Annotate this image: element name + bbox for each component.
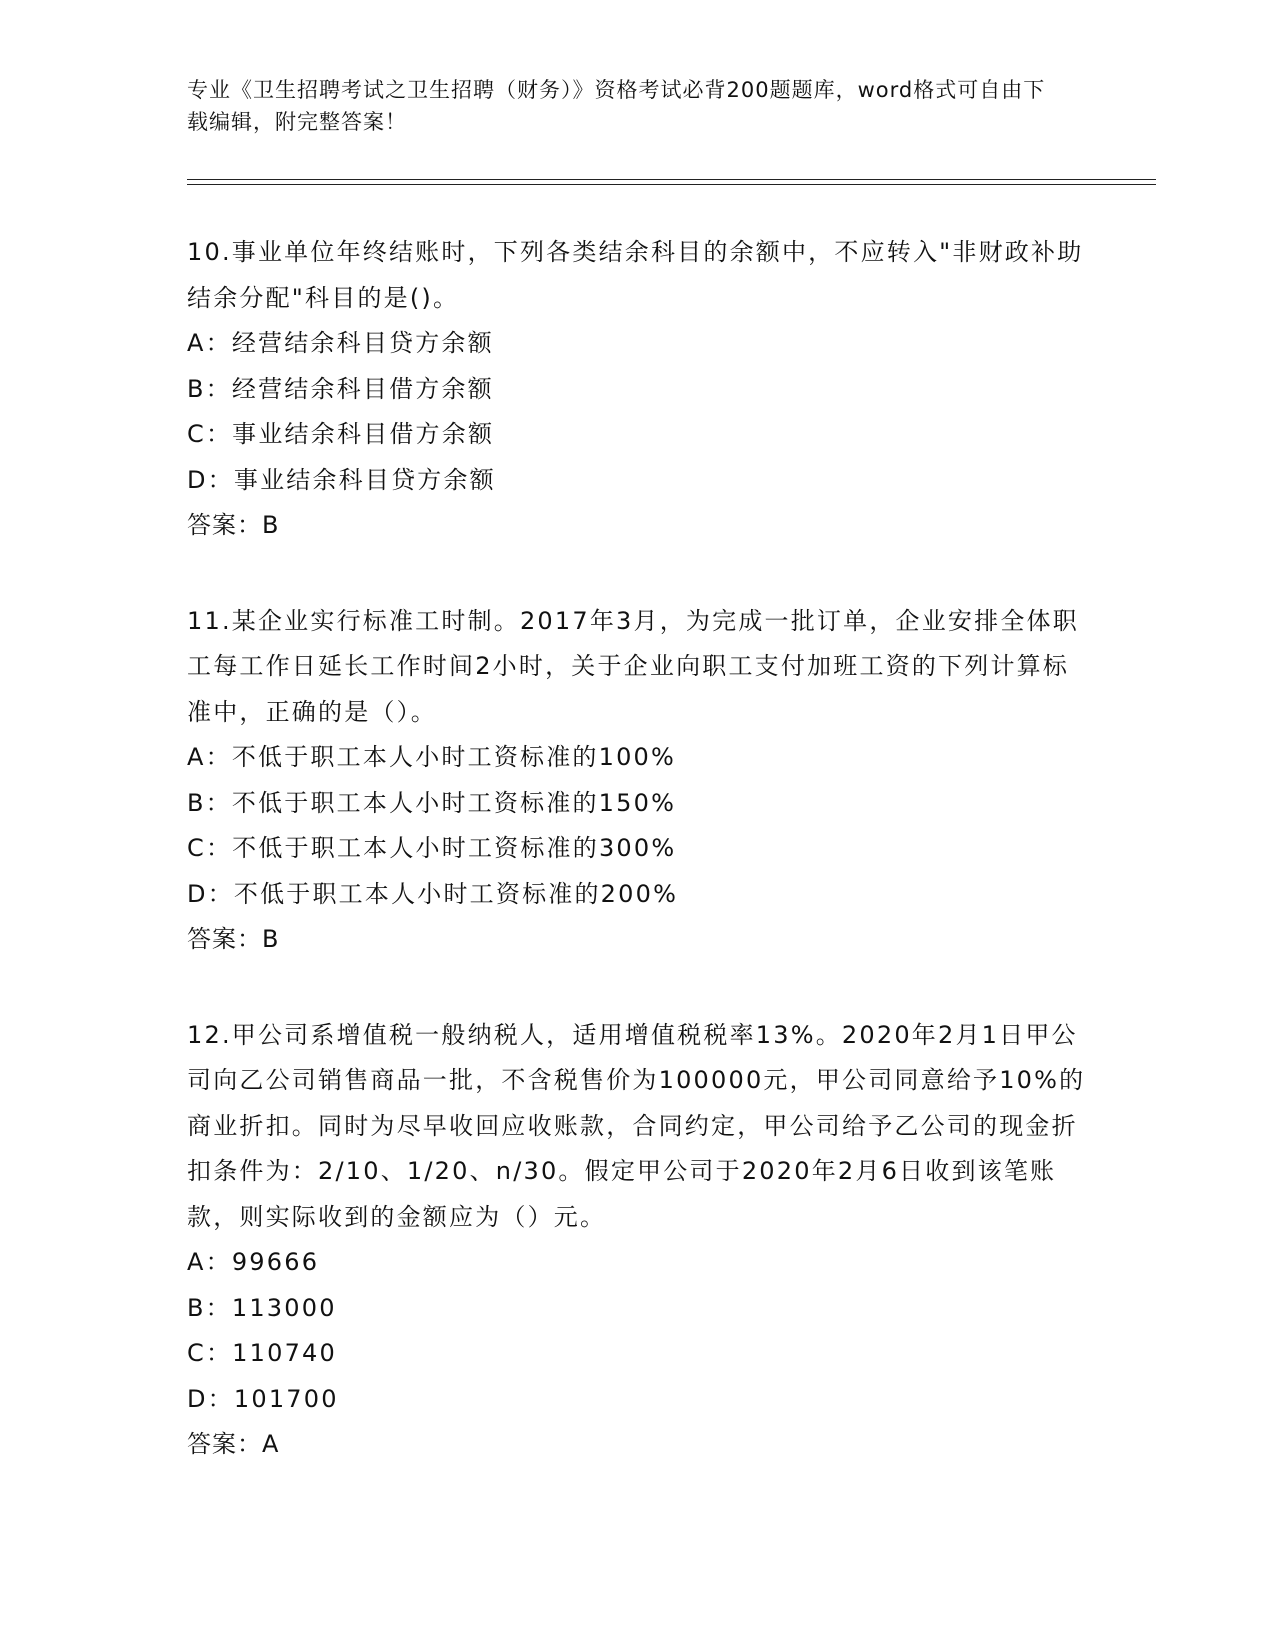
question-list: [187, 230, 1087, 1518]
option-b: B：113000: [187, 1293, 337, 1322]
option-b: B：不低于职工本人小时工资标准的150%: [187, 788, 677, 817]
option-a: A：经营结余科目贷方余额: [187, 329, 494, 357]
question-stem: 11.某企业实行标准工时制。2017年3月，为完成一批订单，企业安排全体职工每工作日延长工作时间2小时，关于企业向职工支付加班工资的下列计算标准中，正确的是（）。: [187, 606, 1079, 726]
question-stem: 10.事业单位年终结账时，下列各类结余科目的余额中，不应转入"非财政补助结余分配"科目的是()。: [187, 238, 1084, 312]
option-d: D：不低于职工本人小时工资标准的200%: [187, 879, 679, 908]
answer-line: 答案：A: [187, 1430, 280, 1458]
question-10: [187, 230, 1087, 549]
answer-line: 答案：B: [187, 511, 280, 539]
header-divider-top: [187, 179, 1156, 180]
option-a: A：不低于职工本人小时工资标准的100%: [187, 743, 677, 771]
question-stem: 12.甲公司系增值税一般纳税人，适用增值税税率13%。2020年2月1日甲公司向乙公司销售商品一批，不含税售价为100000元，甲公司同意给予10%的商业折扣。同时为尽早收回应收账款，合同约定，甲公司给予乙公司的现金折扣条件为：2/10、1/20、n/30。假定甲公司于2020年2月6日收到该笔账款，则实际收到的金额应为（）元。: [187, 1020, 1086, 1231]
answer-line: 答案：B: [187, 925, 280, 953]
option-c: C：不低于职工本人小时工资标准的300%: [187, 834, 677, 862]
option-c: C：事业结余科目借方余额: [187, 420, 495, 448]
option-d: D：101700: [187, 1384, 339, 1413]
document-intro: 专业《卫生招聘考试之卫生招聘（财务）》资格考试必背200题题库，word格式可自由下载编辑，附完整答案！: [187, 78, 1046, 134]
option-c: C：110740: [187, 1339, 337, 1367]
option-d: D：事业结余科目贷方余额: [187, 465, 496, 494]
question-12: [187, 1013, 1087, 1468]
option-a: A：99666: [187, 1248, 320, 1276]
header-divider-bottom: [187, 184, 1156, 185]
option-b: B：经营结余科目借方余额: [187, 374, 494, 403]
question-11: [187, 599, 1087, 963]
